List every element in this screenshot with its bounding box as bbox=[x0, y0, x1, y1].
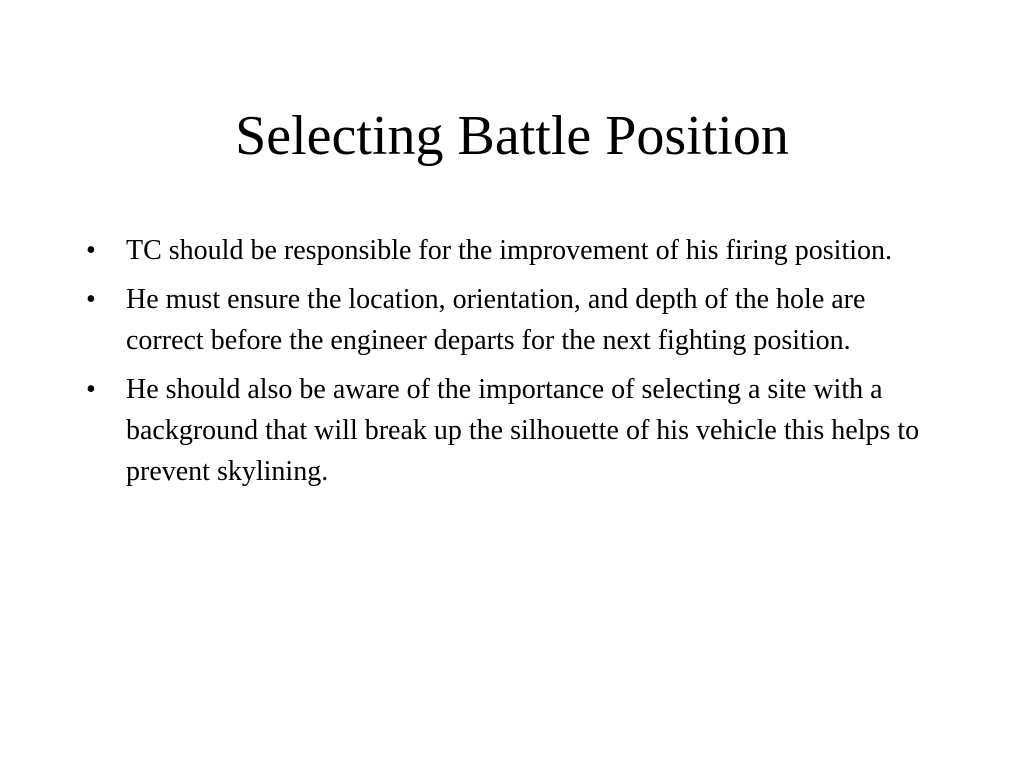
bullet-item-1 bbox=[86, 230, 946, 271]
bullet-text: TC should be responsible for the improvement of his firing position. bbox=[126, 235, 893, 266]
bullet-text: He should also be aware of the importance of selecting a site with a background that will break up the silhouette of his vehicle this helps to prevent skylining. bbox=[126, 374, 920, 487]
bullet-marker: • bbox=[86, 284, 96, 315]
bullet-text: He must ensure the location, orientation, and depth of the hole are correct before the engineer departs for the next fighting position. bbox=[126, 284, 866, 356]
bullet-item-3 bbox=[86, 369, 946, 492]
bullet-marker: • bbox=[86, 374, 96, 405]
bullet-item-2 bbox=[86, 279, 946, 361]
bullet-list bbox=[86, 230, 946, 500]
slide-title: Selecting Battle Position bbox=[235, 105, 789, 167]
bullet-marker: • bbox=[86, 235, 96, 266]
